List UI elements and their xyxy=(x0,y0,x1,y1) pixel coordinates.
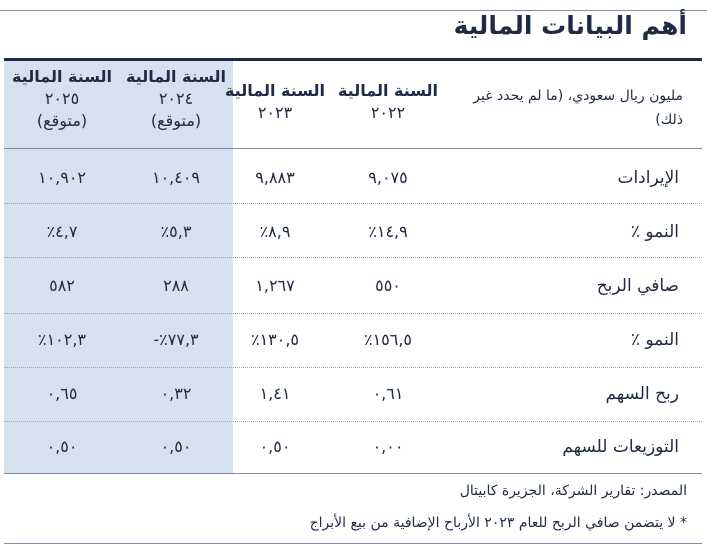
column-header-label: السنة المالية xyxy=(224,81,326,100)
column-header-2023 xyxy=(218,80,332,124)
cell-dps-2023: ٠,٥٠ xyxy=(259,437,291,456)
unit-label: مليون ريال سعودي، (ما لم يحدد غير ذلك) xyxy=(473,88,683,128)
cell-dps-2022: ٠,٠٠ xyxy=(372,437,404,456)
cell-eps-2023: ١,٤١ xyxy=(259,384,291,403)
cell-revenue-growth-2025: ٪٤,٧ xyxy=(46,222,78,241)
column-header-label: السنة المالية xyxy=(11,67,113,86)
cell-dps-2025: ٠,٥٠ xyxy=(46,437,78,456)
column-header-note: (متوقع) xyxy=(36,111,88,130)
cell-dps-2024: ٠,٥٠ xyxy=(160,437,192,456)
row-label-net-profit: صافي الربح xyxy=(596,276,679,296)
row-label-eps: ربح السهم xyxy=(605,384,679,404)
cell-net-profit-2023: ١,٢٦٧ xyxy=(255,276,295,295)
cell-net-profit-2025: ٥٨٢ xyxy=(49,276,75,295)
column-header-year: ٢٠٢٥ xyxy=(44,89,80,108)
row-label-dps: التوزيعات للسهم xyxy=(562,437,679,457)
column-header-note: (متوقع) xyxy=(150,111,202,130)
cell-profit-growth-2022: ٪١٥٦,٥ xyxy=(363,330,413,349)
cell-profit-growth-2025: ٪١٠٢,٣ xyxy=(37,330,87,349)
row-divider xyxy=(4,203,702,204)
cell-profit-growth-2024: -٪٧٧,٣ xyxy=(153,330,199,349)
column-header-label: السنة المالية xyxy=(337,81,439,100)
cell-revenue-2023: ٩,٨٨٣ xyxy=(255,168,295,187)
cell-revenue-2024: ١٠,٤٠٩ xyxy=(151,168,201,187)
cell-eps-2022: ٠,٦١ xyxy=(372,384,404,403)
cell-profit-growth-2023: ٪١٣٠,٥ xyxy=(250,330,300,349)
row-divider xyxy=(4,257,702,258)
column-header-year: ٢٠٢٣ xyxy=(257,103,293,122)
cell-revenue-2025: ١٠,٩٠٢ xyxy=(37,168,87,187)
column-header-2024 xyxy=(119,66,233,132)
row-divider xyxy=(4,313,702,314)
footnote: * لا يتضمن صافي الربح للعام ٢٠٢٣ الأرباح الإضافية من بيع الأبراج xyxy=(309,515,687,531)
column-header-2025 xyxy=(5,66,119,132)
cell-revenue-growth-2023: ٪٨,٩ xyxy=(259,222,291,241)
row-divider xyxy=(4,421,702,422)
page-title: أهم البيانات المالية xyxy=(453,11,687,40)
column-header-label: السنة المالية xyxy=(125,67,227,86)
cell-revenue-growth-2022: ٪١٤,٩ xyxy=(368,222,408,241)
row-divider xyxy=(4,367,702,368)
cell-eps-2024: ٠,٣٢ xyxy=(160,384,192,403)
row-label-revenue-growth: النمو ٪ xyxy=(630,222,679,242)
table-bottom-divider xyxy=(4,473,702,474)
column-header-2022 xyxy=(331,80,445,124)
source-note: المصدر: تقارير الشركة، الجزيرة كابيتال xyxy=(459,483,687,499)
column-header-year: ٢٠٢٤ xyxy=(158,89,194,108)
cell-net-profit-2024: ٢٨٨ xyxy=(163,276,189,295)
row-label-profit-growth: النمو ٪ xyxy=(630,330,679,350)
cell-revenue-2022: ٩,٠٧٥ xyxy=(368,168,408,187)
header-divider xyxy=(4,148,702,149)
cell-revenue-growth-2024: ٪٥,٣ xyxy=(160,222,192,241)
cell-net-profit-2022: ٥٥٠ xyxy=(375,276,401,295)
column-header-year: ٢٠٢٢ xyxy=(370,103,406,122)
cell-eps-2025: ٠,٦٥ xyxy=(46,384,78,403)
row-label-revenue: الإيرادات xyxy=(617,168,679,188)
footer-divider xyxy=(4,543,702,544)
